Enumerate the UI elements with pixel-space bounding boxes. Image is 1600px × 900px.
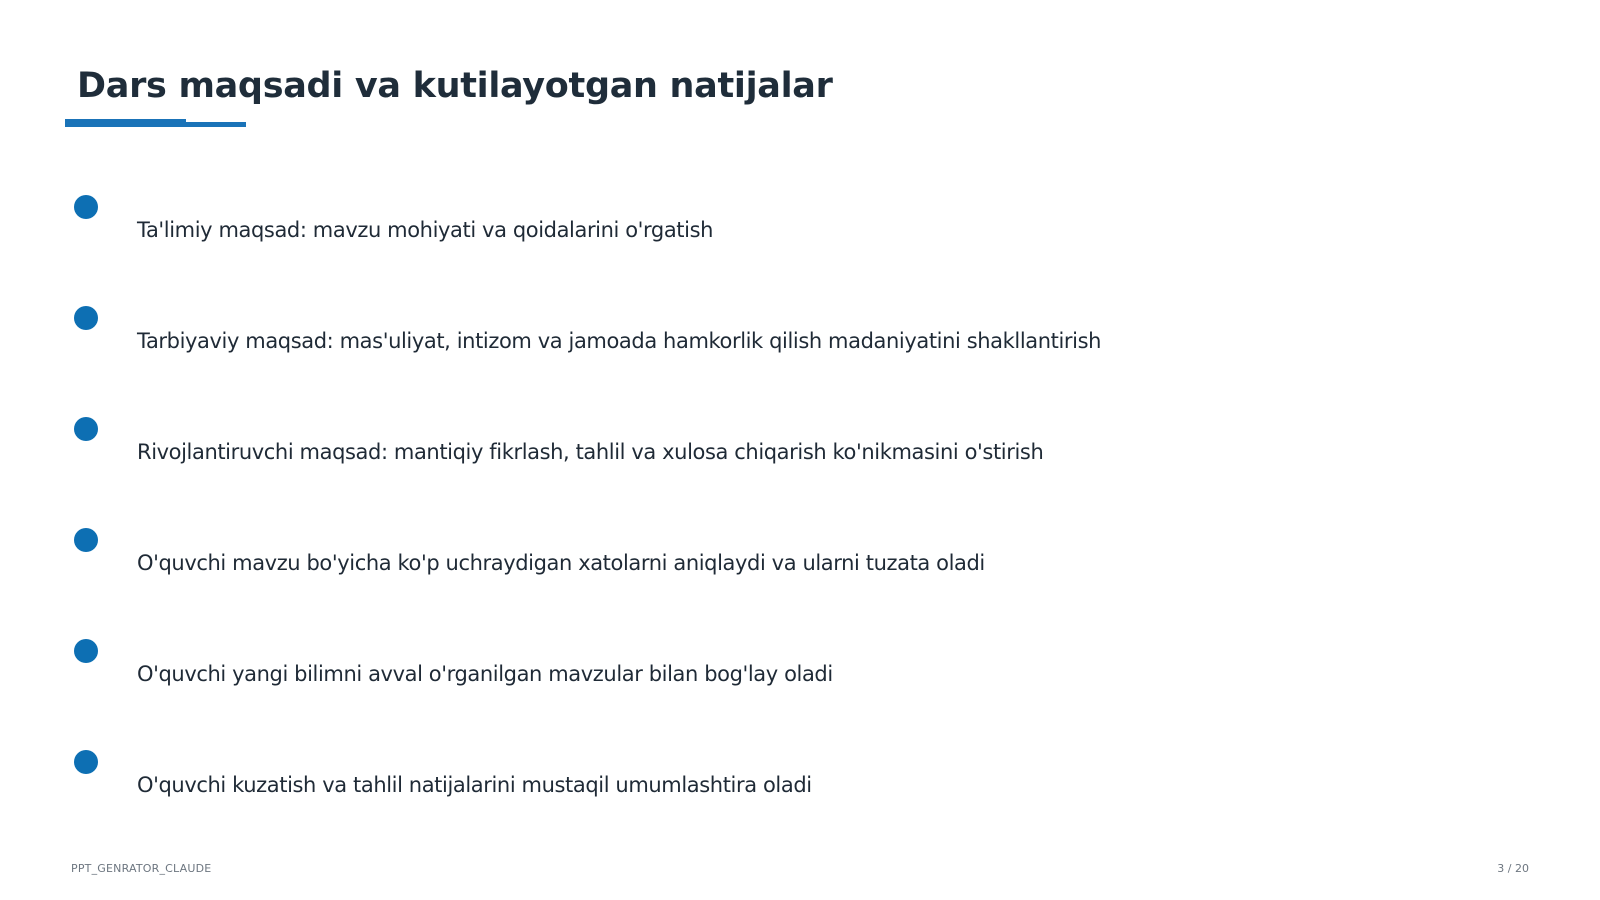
bullet-dot-icon [74, 417, 98, 441]
bullet-item [0, 417, 1600, 497]
bullet-item [0, 195, 1600, 275]
footer-page-indicator: 3 / 20 [1497, 862, 1529, 875]
bullet-text: Rivojlantiruvchi maqsad: mantiqiy fikrlash, tahlil va xulosa chiqarish ko'nikmasini o'stirish [137, 440, 1044, 464]
bullet-text: O'quvchi kuzatish va tahlil natijalarini mustaqil umumlashtira oladi [137, 773, 812, 797]
bullet-text: O'quvchi mavzu bo'yicha ko'p uchraydigan xatolarni aniqlaydi va ularni tuzata oladi [137, 551, 985, 575]
bullet-dot-icon [74, 750, 98, 774]
bullet-item [0, 639, 1600, 719]
slide-title: Dars maqsadi va kutilayotgan natijalar [77, 66, 833, 106]
bullet-item [0, 528, 1600, 608]
bullet-dot-icon [74, 195, 98, 219]
bullet-text: O'quvchi yangi bilimni avval o'rganilgan mavzular bilan bog'lay oladi [137, 662, 833, 686]
bullet-item [0, 750, 1600, 830]
footer-generator-label: PPT_GENRATOR_CLAUDE [71, 862, 212, 875]
bullet-dot-icon [74, 306, 98, 330]
bullet-item [0, 306, 1600, 386]
bullet-dot-icon [74, 639, 98, 663]
bullet-text: Ta'limiy maqsad: mavzu mohiyati va qoidalarini o'rgatish [137, 218, 714, 242]
bullet-dot-icon [74, 528, 98, 552]
bullet-text: Tarbiyaviy maqsad: mas'uliyat, intizom va jamoada hamkorlik qilish madaniyatini shakllantirish [137, 329, 1102, 353]
